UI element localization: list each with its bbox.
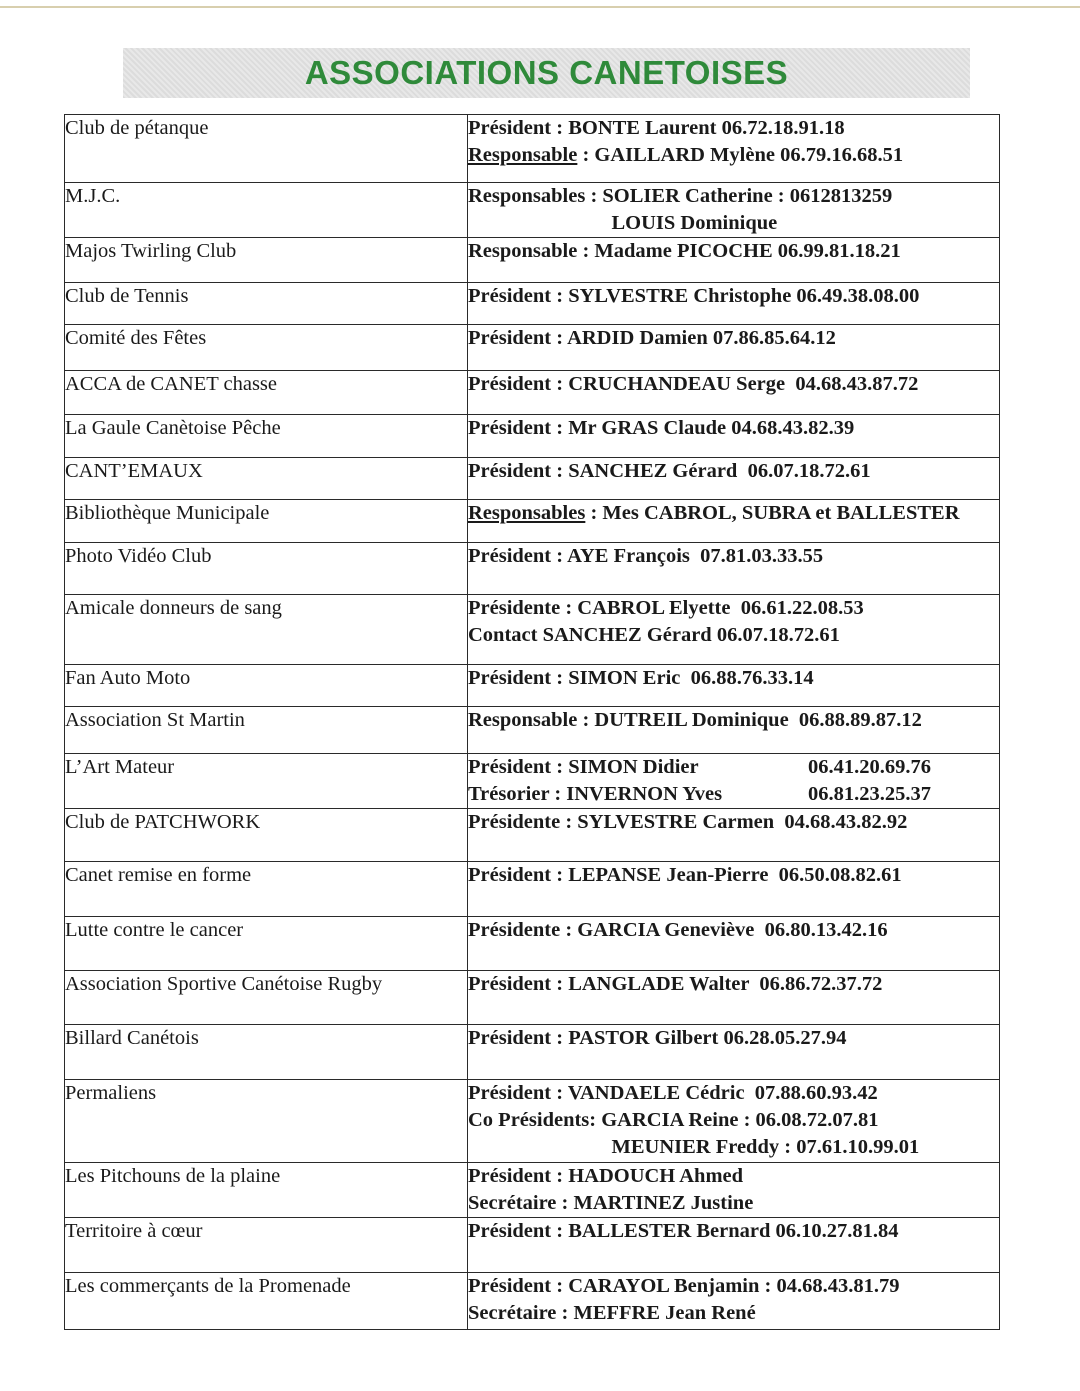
association-name: La Gaule Canètoise Pêche <box>65 415 468 458</box>
association-contacts <box>468 707 1000 754</box>
table-row <box>65 595 1000 665</box>
associations-table <box>64 114 1000 1330</box>
association-contacts <box>468 238 1000 283</box>
association-name: CANT’EMAUX <box>65 458 468 500</box>
contact-line: Président : SIMON Eric 06.88.76.33.14 <box>468 667 814 689</box>
table-row <box>65 1218 1000 1273</box>
contact-line: Président : SANCHEZ Gérard 06.07.18.72.61 <box>468 460 871 482</box>
association-name: Association Sportive Canétoise Rugby <box>65 971 468 1025</box>
contact-line <box>468 142 999 169</box>
table-row <box>65 543 1000 595</box>
association-name: ACCA de CANET chasse <box>65 371 468 415</box>
association-contacts <box>468 1163 1000 1218</box>
contact-line: LOUIS Dominique <box>468 212 778 234</box>
contact-line: Président : PASTOR Gilbert 06.28.05.27.94 <box>468 1027 847 1049</box>
association-name: Association St Martin <box>65 707 468 754</box>
association-contacts <box>468 325 1000 371</box>
association-contacts <box>468 283 1000 325</box>
contact-line: Président : LEPANSE Jean-Pierre 06.50.08.82.61 <box>468 864 902 886</box>
contact-details: : Mes CABROL, SUBRA et BALLESTER <box>585 502 960 524</box>
table-row <box>65 283 1000 325</box>
contact-line: Président : VANDAELE Cédric 07.88.60.93.42 <box>468 1082 878 1104</box>
page-title: ASSOCIATIONS CANETOISES <box>304 54 789 91</box>
title-banner <box>123 48 970 98</box>
contact-line: Président : LANGLADE Walter 06.86.72.37.72 <box>468 973 883 995</box>
table-row <box>65 707 1000 754</box>
contact-line: Responsable : Madame PICOCHE 06.99.81.18.21 <box>468 240 901 262</box>
contact-details: : GAILLARD Mylène 06.79.16.68.51 <box>577 144 904 166</box>
contact-name: Trésorier : INVERNON Yves <box>468 783 723 805</box>
association-contacts <box>468 1273 1000 1330</box>
contact-line: Président : AYE François 07.81.03.33.55 <box>468 545 824 567</box>
contact-line: Président : BALLESTER Bernard 06.10.27.81.84 <box>468 1220 899 1242</box>
table-row <box>65 1273 1000 1330</box>
table-row <box>65 862 1000 917</box>
table-row <box>65 325 1000 371</box>
table-row <box>65 238 1000 283</box>
contact-line <box>468 754 999 781</box>
association-contacts <box>468 862 1000 917</box>
contact-line: MEUNIER Freddy : 07.61.10.99.01 <box>468 1136 920 1158</box>
associations-table-body <box>65 115 1000 1330</box>
association-contacts <box>468 1025 1000 1080</box>
table-row <box>65 371 1000 415</box>
contact-line: Président : SYLVESTRE Christophe 06.49.38.08.00 <box>468 285 920 307</box>
association-name: Club de PATCHWORK <box>65 809 468 862</box>
table-row <box>65 917 1000 971</box>
contact-phone: 06.81.23.25.37 <box>808 783 931 805</box>
association-contacts <box>468 458 1000 500</box>
table-row <box>65 1163 1000 1218</box>
table-row <box>65 971 1000 1025</box>
table-row <box>65 415 1000 458</box>
table-row <box>65 665 1000 707</box>
table-row <box>65 115 1000 183</box>
association-name: Bibliothèque Municipale <box>65 500 468 543</box>
top-rule <box>0 6 1080 8</box>
association-name: Les commerçants de la Promenade <box>65 1273 468 1330</box>
contact-line: Responsables : SOLIER Catherine : 0612813259 <box>468 185 893 207</box>
table-row <box>65 809 1000 862</box>
contact-name: Président : SIMON Didier <box>468 756 699 778</box>
contact-line: Contact SANCHEZ Gérard 06.07.18.72.61 <box>468 624 840 646</box>
association-name: Club de Tennis <box>65 283 468 325</box>
association-name: Fan Auto Moto <box>65 665 468 707</box>
association-name: Territoire à cœur <box>65 1218 468 1273</box>
contact-line: Président : CRUCHANDEAU Serge 04.68.43.87.72 <box>468 373 919 395</box>
contact-line: Présidente : CABROL Elyette 06.61.22.08.53 <box>468 597 864 619</box>
association-name: Canet remise en forme <box>65 862 468 917</box>
association-contacts <box>468 415 1000 458</box>
table-row <box>65 500 1000 543</box>
association-name: L’Art Mateur <box>65 754 468 809</box>
association-name: M.J.C. <box>65 183 468 238</box>
table-row <box>65 1025 1000 1080</box>
association-name: Billard Canétois <box>65 1025 468 1080</box>
table-row <box>65 1080 1000 1163</box>
association-contacts <box>468 917 1000 971</box>
contact-line: Président : HADOUCH Ahmed <box>468 1165 744 1187</box>
association-contacts <box>468 971 1000 1025</box>
contact-line: Secrétaire : MARTINEZ Justine <box>468 1192 754 1214</box>
association-name: Majos Twirling Club <box>65 238 468 283</box>
table-row <box>65 183 1000 238</box>
role-label: Responsable <box>468 144 578 166</box>
contact-line: Président : ARDID Damien 07.86.85.64.12 <box>468 327 836 349</box>
contact-line <box>468 500 999 527</box>
association-name: Lutte contre le cancer <box>65 917 468 971</box>
contact-line: Présidente : GARCIA Geneviève 06.80.13.42.16 <box>468 919 888 941</box>
role-label: Responsables <box>468 502 586 524</box>
association-name: Comité des Fêtes <box>65 325 468 371</box>
contact-phone: 06.41.20.69.76 <box>808 756 931 778</box>
contact-line: Président : BONTE Laurent 06.72.18.91.18 <box>468 117 845 139</box>
contact-line <box>468 781 999 808</box>
contact-line: Président : Mr GRAS Claude 04.68.43.82.39 <box>468 417 855 439</box>
association-contacts <box>468 183 1000 238</box>
association-contacts <box>468 665 1000 707</box>
contact-line: Président : CARAYOL Benjamin : 04.68.43.81.79 <box>468 1275 900 1297</box>
association-contacts <box>468 500 1000 543</box>
association-contacts <box>468 595 1000 665</box>
association-name: Photo Vidéo Club <box>65 543 468 595</box>
contact-line: Présidente : SYLVESTRE Carmen 04.68.43.82.92 <box>468 811 908 833</box>
table-row <box>65 754 1000 809</box>
association-contacts <box>468 1080 1000 1163</box>
contact-line: Secrétaire : MEFFRE Jean René <box>468 1302 756 1324</box>
association-name: Les Pitchouns de la plaine <box>65 1163 468 1218</box>
contact-line: Responsable : DUTREIL Dominique 06.88.89.87.12 <box>468 709 922 731</box>
association-contacts <box>468 1218 1000 1273</box>
association-name: Permaliens <box>65 1080 468 1163</box>
association-contacts <box>468 754 1000 809</box>
association-contacts <box>468 809 1000 862</box>
association-contacts <box>468 371 1000 415</box>
association-name: Amicale donneurs de sang <box>65 595 468 665</box>
association-contacts <box>468 115 1000 183</box>
association-contacts <box>468 543 1000 595</box>
association-name: Club de pétanque <box>65 115 468 183</box>
contact-line: Co Présidents: GARCIA Reine : 06.08.72.07.81 <box>468 1109 879 1131</box>
table-row <box>65 458 1000 500</box>
